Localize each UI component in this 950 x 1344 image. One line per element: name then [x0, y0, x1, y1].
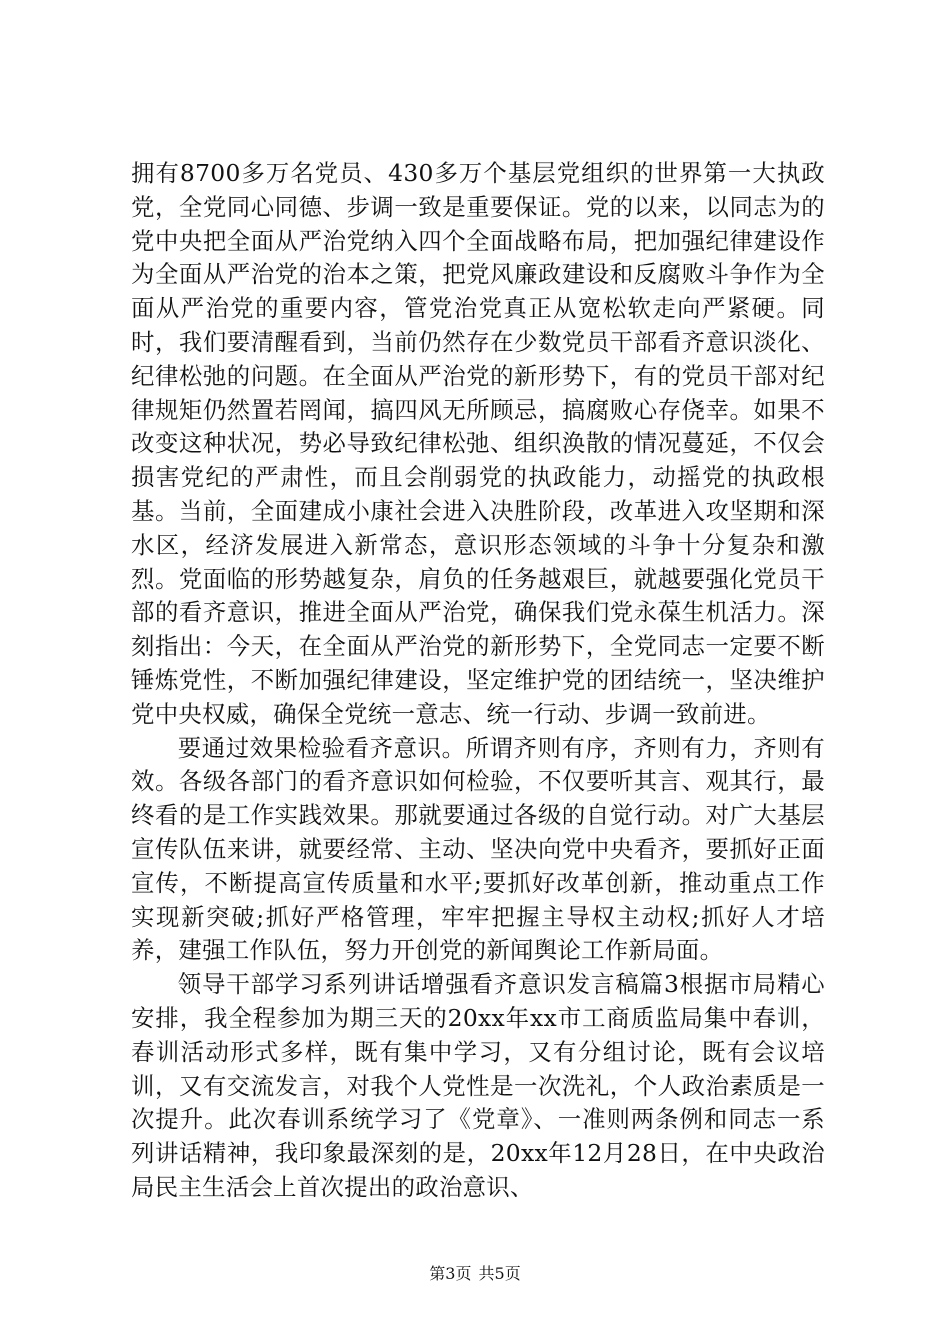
paragraph-3: 领导干部学习系列讲话增强看齐意识发言稿篇3根据市局精心安排，我全程参加为期三天的20xx年xx市工商质监局集中春训，春训活动形式多样，既有集中学习，又有分组讨论，既有会议培训，又有交流发言，对我个人党性是一次洗礼，个人政治素质是一次提升。此次春训系统学习了《党章》、一准则两条例和同志一系列讲话精神，我印象最深刻的是，20xx年12月28日，在中央政治局民主生活会上首次提出的政治意识、: [131, 970, 825, 1201]
page-number: 第3页 共5页: [429, 1264, 521, 1283]
page-footer: [0, 1264, 950, 1284]
paragraph-1: 拥有8700多万名党员、430多万个基层党组织的世界第一大执政党，全党同心同德、步调一致是重要保证。党的以来，以同志为的党中央把全面从严治党纳入四个全面战略布局，把加强纪律建设作为全面从严治党的治本之策，把党风廉政建设和反腐败斗争作为全面从严治党的重要内容，管党治党真正从宽松软走向严紧硬。同时，我们要清醒看到，当前仍然存在少数党员干部看齐意识淡化、纪律松弛的问题。在全面从严治党的新形势下，有的党员干部对纪律规矩仍然置若罔闻，搞四风无所顾忌，搞腐败心存侥幸。如果不改变这种状况，势必导致纪律松弛、组织涣散的情况蔓延，不仅会损害党纪的严肃性，而且会削弱党的执政能力，动摇党的执政根基。当前，全面建成小康社会进入决胜阶段，改革进入攻坚期和深水区，经济发展进入新常态，意识形态领域的斗争十分复杂和激烈。党面临的形势越复杂，肩负的任务越艰巨，就越要强化党员干部的看齐意识，推进全面从严治党，确保我们党永葆生机活力。深刻指出：今天，在全面从严治党的新形势下，全党同志一定要不断锤炼党性，不断加强纪律建设，坚定维护党的团结统一，坚决维护党中央权威，确保全党统一意志、统一行动、步调一致前进。: [131, 159, 825, 728]
document-body: [131, 157, 825, 1205]
paragraph-2: 要通过效果检验看齐意识。所谓齐则有序，齐则有力，齐则有效。各级各部门的看齐意识如何检验，不仅要听其言、观其行，最终看的是工作实践效果。那就要通过各级的自觉行动。对广大基层宣传队伍来讲，就要经常、主动、坚决向党中央看齐，要抓好正面宣传，不断提高宣传质量和水平;要抓好改革创新，推动重点工作实现新突破;抓好严格管理，牢牢把握主导权主动权;抓好人才培养，建强工作队伍，努力开创党的新闻舆论工作新局面。: [131, 733, 825, 965]
